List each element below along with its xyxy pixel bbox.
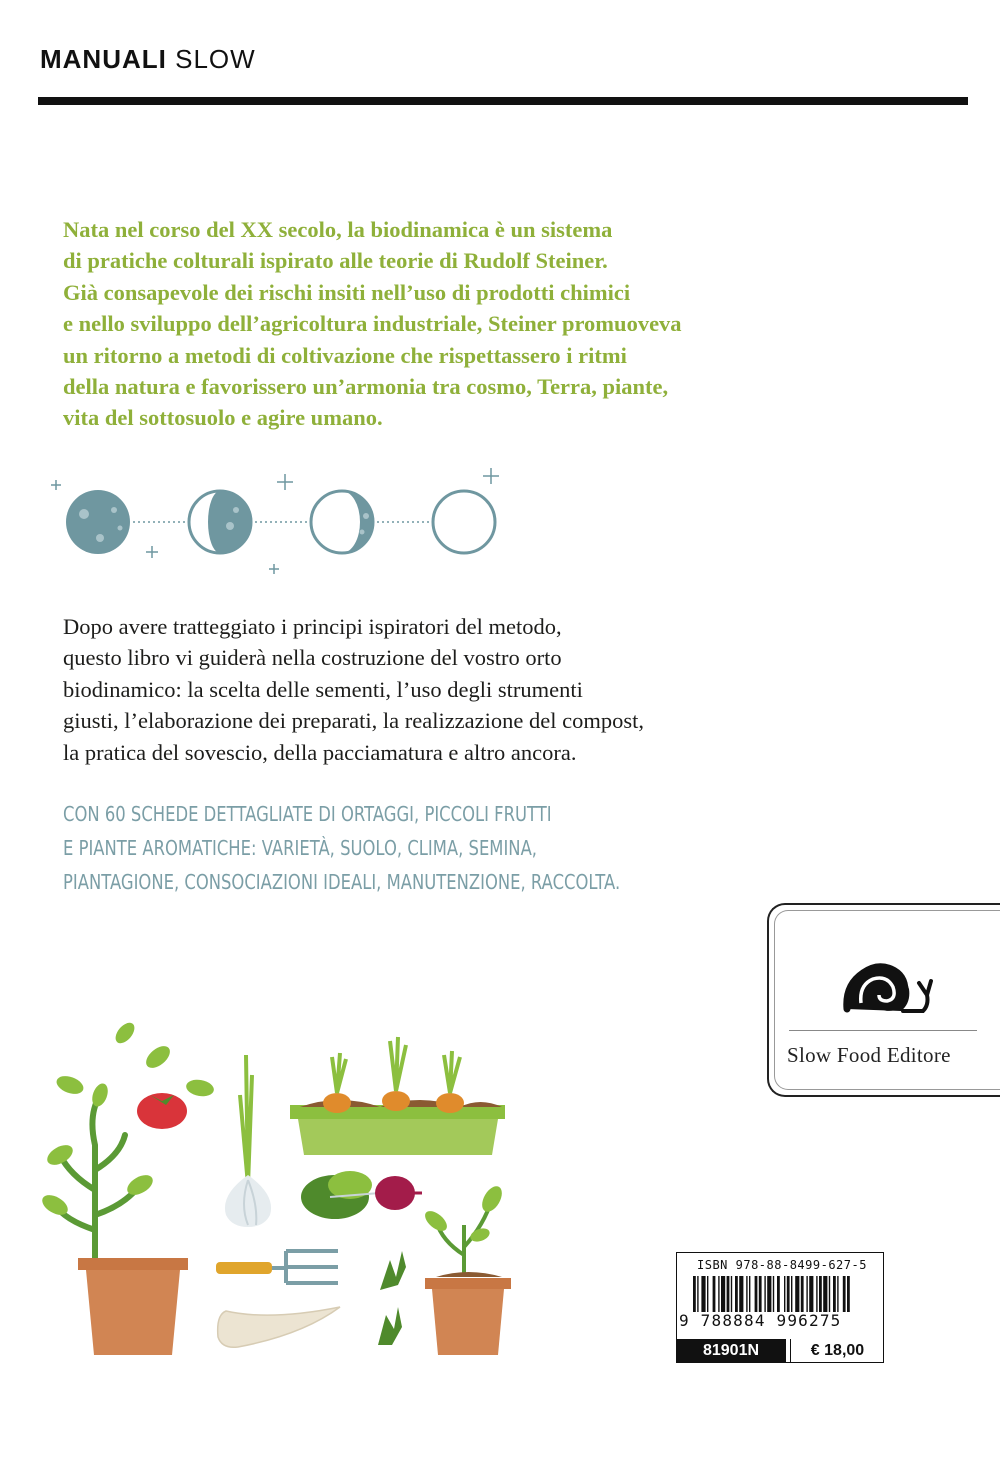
radish-icon [301,1171,422,1219]
features-line: PIANTAGIONE, CONSOCIAZIONI IDEALI, MANUTENZIONE, RACCOLTA. [63,870,621,894]
garlic-icon [225,1055,271,1227]
intro-paragraph [63,214,743,434]
price-label: € 18,00 [790,1339,884,1363]
isbn-label: ISBN 978-88-8499-627-5 [697,1258,867,1272]
publisher-name: Slow Food Editore [787,1043,951,1067]
product-code: 81901N [676,1339,786,1363]
series-title-bold: MANUALI [40,44,167,74]
intro-line: Nata nel corso del XX secolo, la biodinamica è un sistema [63,217,613,242]
intro-line: della natura e favorissero un’armonia tra cosmo, Terra, piante, [63,374,669,400]
seedling-tray-icon [290,1037,505,1155]
intro-line: e nello sviluppo dell’agricoltura industriale, Steiner promuoveva [63,311,682,337]
publisher-logo-box [767,903,1000,1097]
features-list [63,797,744,899]
intro-line: vita del sottosuolo e agire umano. [63,405,383,431]
intro-line: Già consapevole dei rischi insiti nell’uso di prodotti chimici [63,279,631,305]
potted-seedling-icon [422,1183,511,1355]
garden-illustration [40,1015,540,1375]
header-rule [38,97,968,105]
tomato-plant-icon [40,1019,215,1355]
publisher-divider [789,1030,977,1031]
features-line: CON 60 SCHEDE DETTAGLIATE DI ORTAGGI, PICCOLI FRUTTI [63,802,552,826]
barcode-digits: 9 788884 996275 [679,1311,842,1330]
body-paragraph [63,611,743,768]
body-line: giusti, l’elaborazione dei preparati, la realizzazione del compost, [63,708,644,734]
body-line: la pratica del sovescio, della pacciamatura e altro ancora. [63,739,577,765]
horn-icon [218,1307,340,1347]
moon-phases-icon [40,460,520,590]
body-line: questo libro vi guiderà nella costruzione del vostro orto [63,645,562,671]
snail-logo-icon [843,945,935,1015]
garden-fork-icon [216,1251,338,1283]
arugula-leaf-icon [378,1251,406,1345]
series-title [40,44,256,75]
intro-line: un ritorno a metodi di coltivazione che rispettassero i ritmi [63,342,627,368]
body-line: biodinamico: la scelta delle sementi, l’uso degli strumenti [63,676,583,702]
features-line: E PIANTE AROMATICHE: VARIETÀ, SUOLO, CLIMA, SEMINA, [63,836,537,860]
body-line: Dopo avere tratteggiato i principi ispiratori del metodo, [63,614,562,639]
intro-line: di pratiche colturali ispirato alle teorie di Rudolf Steiner. [63,248,608,274]
series-title-light: SLOW [175,44,256,74]
